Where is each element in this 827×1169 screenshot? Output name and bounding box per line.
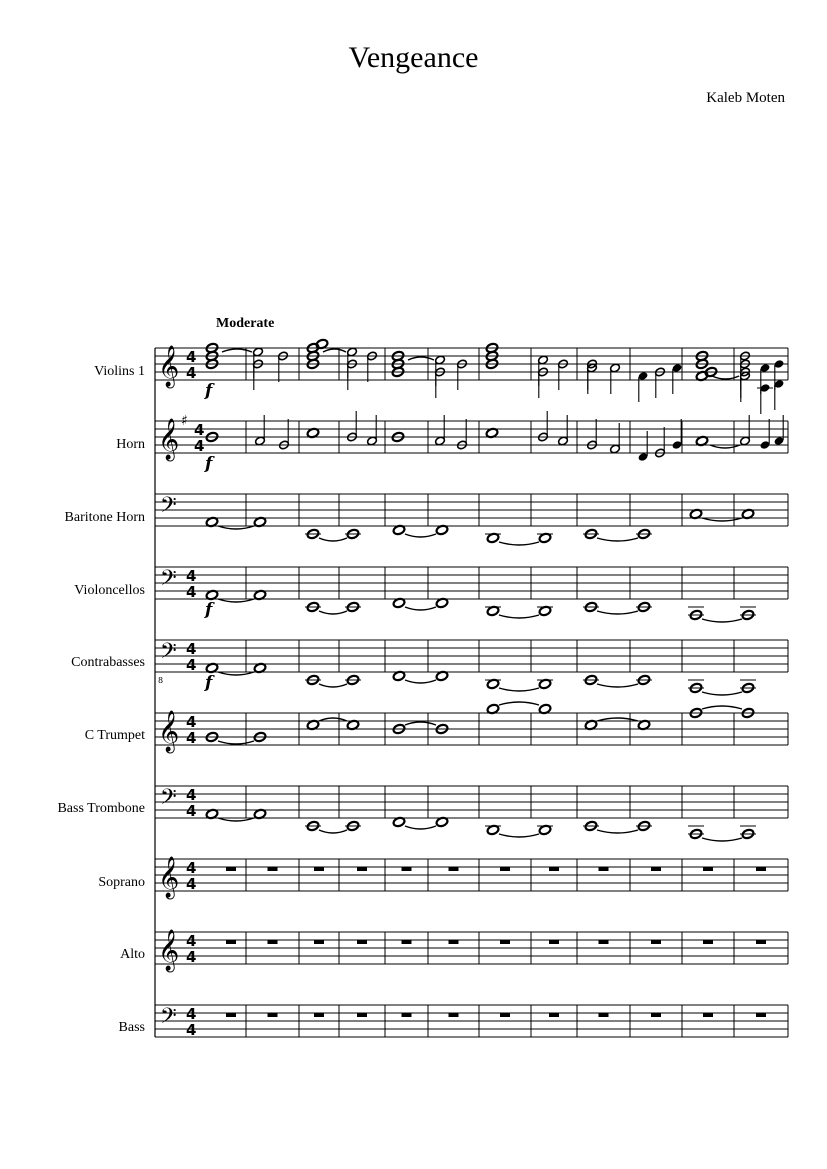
whole-rest <box>449 867 459 871</box>
time-signature-denominator: 4 <box>186 948 197 966</box>
tie <box>712 376 739 379</box>
time-signature-numerator: 4 <box>186 348 197 366</box>
tie <box>597 830 638 833</box>
time-signature-numerator: 4 <box>186 786 197 804</box>
time-signature-denominator: 4 <box>186 583 197 601</box>
whole-rest <box>651 867 661 871</box>
tie <box>597 611 638 614</box>
tie <box>597 538 638 541</box>
staff-label-baritone-horn: Baritone Horn <box>64 510 145 525</box>
whole-rest <box>599 1013 609 1017</box>
whole-rest <box>449 1013 459 1017</box>
tie <box>499 542 539 545</box>
whole-rest <box>357 1013 367 1017</box>
tie <box>405 826 436 829</box>
treble-clef-icon: 𝄞 <box>158 857 180 898</box>
staff-label-horn: Horn <box>116 437 145 452</box>
time-signature-numerator: 4 <box>186 640 197 658</box>
whole-rest <box>314 867 324 871</box>
time-signature-numerator: 4 <box>186 567 197 585</box>
score-title: Vengeance <box>348 41 479 74</box>
whole-rest <box>226 867 236 871</box>
whole-rest <box>357 940 367 944</box>
tie <box>499 834 539 837</box>
bass-clef-icon: 𝄢 <box>160 785 177 815</box>
tie <box>218 741 254 744</box>
time-signature-numerator: 4 <box>186 1005 197 1023</box>
staff-label-c-trumpet: C Trumpet <box>84 728 145 743</box>
whole-rest <box>500 940 510 944</box>
whole-rest <box>314 940 324 944</box>
staff-label-violoncellos: Violoncellos <box>74 583 145 598</box>
staff-label-violins-1: Violins 1 <box>94 364 145 379</box>
time-signature-denominator: 4 <box>186 364 197 382</box>
time-signature-denominator: 4 <box>194 437 205 455</box>
tie <box>597 684 638 687</box>
whole-rest <box>599 940 609 944</box>
whole-rest <box>226 940 236 944</box>
bass-clef-icon: 𝄢 <box>160 493 177 523</box>
whole-rest <box>357 867 367 871</box>
whole-rest <box>500 867 510 871</box>
whole-rest <box>449 940 459 944</box>
whole-rest <box>756 867 766 871</box>
treble-clef-icon: 𝄞 <box>158 711 180 752</box>
tie <box>319 830 347 833</box>
time-signature-denominator: 4 <box>186 802 197 820</box>
whole-rest <box>268 1013 278 1017</box>
tie <box>222 349 252 352</box>
whole-rest <box>599 867 609 871</box>
dynamic-marking: f <box>205 673 213 693</box>
whole-rest <box>549 1013 559 1017</box>
tie <box>499 688 539 691</box>
tie <box>702 619 742 622</box>
tie <box>405 607 436 610</box>
time-signature-denominator: 4 <box>186 729 197 747</box>
bass-clef-icon: 𝄢 <box>160 566 177 596</box>
tie <box>499 702 539 705</box>
bass-clef-icon: 𝄢 <box>160 1004 177 1034</box>
whole-rest <box>549 940 559 944</box>
staff-label-soprano: Soprano <box>98 875 145 890</box>
whole-rest <box>226 1013 236 1017</box>
whole-rest <box>268 940 278 944</box>
tie <box>702 838 742 841</box>
dynamic-marking: f <box>205 454 213 474</box>
whole-rest <box>402 867 412 871</box>
tie <box>319 611 347 614</box>
tie <box>499 615 539 618</box>
dynamic-marking: f <box>205 381 213 401</box>
whole-rest <box>402 1013 412 1017</box>
whole-rest <box>703 1013 713 1017</box>
whole-rest <box>268 867 278 871</box>
time-signature-denominator: 4 <box>186 656 197 674</box>
whole-rest <box>651 940 661 944</box>
bass-clef-icon: 𝄢 <box>160 639 177 669</box>
staff-label-contrabasses: Contrabasses <box>71 655 145 670</box>
whole-rest <box>756 1013 766 1017</box>
tie <box>405 534 436 537</box>
time-signature-numerator: 4 <box>194 421 205 439</box>
staff-label-bass: Bass <box>118 1020 145 1035</box>
tie <box>702 706 742 709</box>
tie <box>710 445 740 448</box>
tie <box>319 684 347 687</box>
time-signature-denominator: 4 <box>186 875 197 893</box>
staff-label-bass-trombone: Bass Trombone <box>57 801 145 816</box>
tie <box>405 680 436 683</box>
whole-rest <box>756 940 766 944</box>
treble-clef-icon: 𝄞 <box>158 346 180 387</box>
octave-marker: 8 <box>158 676 164 685</box>
whole-rest <box>314 1013 324 1017</box>
dynamic-marking: f <box>205 600 213 620</box>
tie <box>323 349 346 352</box>
treble-clef-icon: 𝄞 <box>158 419 180 460</box>
time-signature-denominator: 4 <box>186 1021 197 1039</box>
whole-rest <box>703 940 713 944</box>
tie <box>405 722 436 725</box>
whole-rest <box>500 1013 510 1017</box>
whole-rest <box>549 867 559 871</box>
time-signature-numerator: 4 <box>186 713 197 731</box>
tie <box>408 357 434 360</box>
time-signature-numerator: 4 <box>186 859 197 877</box>
whole-rest <box>402 940 412 944</box>
treble-clef-icon: 𝄞 <box>158 930 180 971</box>
staff-label-alto: Alto <box>120 947 145 962</box>
tie <box>702 692 742 695</box>
sharp-icon: ♯ <box>181 413 188 429</box>
whole-rest <box>651 1013 661 1017</box>
whole-rest <box>703 867 713 871</box>
time-signature-numerator: 4 <box>186 932 197 950</box>
composer-name: Kaleb Moten <box>706 90 785 106</box>
tempo-marking: Moderate <box>216 316 275 331</box>
tie <box>319 538 347 541</box>
